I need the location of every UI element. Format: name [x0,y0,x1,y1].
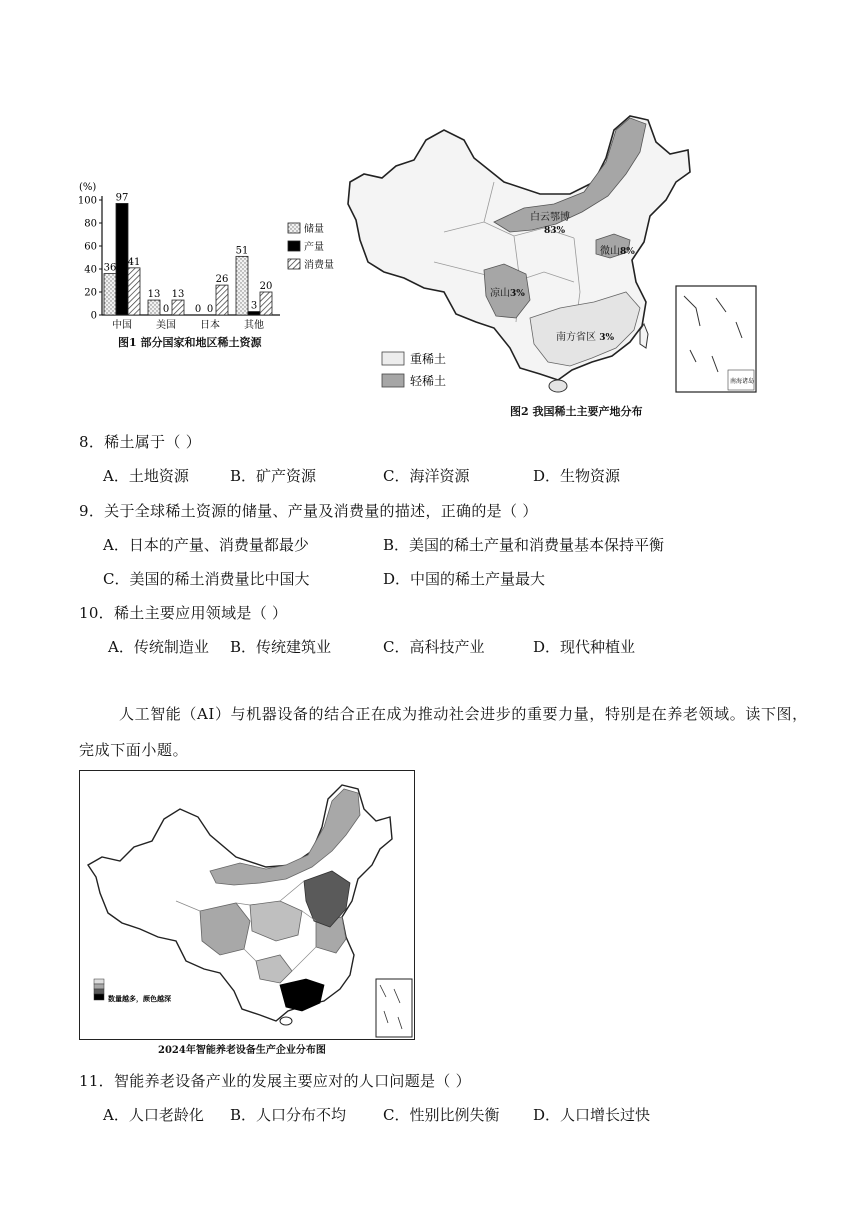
q9-option-a[interactable]: A．日本的产量、消费量都最少 [103,536,309,554]
bar-消费量 [172,300,184,315]
legend-heavy-label: 重稀土 [410,352,447,366]
fig1-y-unit: (%) [79,182,97,193]
fig3-map [79,770,415,1040]
label-baiyunebo-pct: 83% [544,226,566,236]
y-tick-label: 100 [77,195,97,207]
legend-light-label: 轻稀土 [410,374,447,388]
passage-line-2: 完成下面小题。 [79,741,189,759]
q9-option-d[interactable]: D．中国的稀土产量最大 [383,570,546,588]
q11-option-c[interactable]: C．性别比例失衡 [383,1106,500,1124]
y-tick-label: 0 [90,310,97,322]
bar-消费量 [216,285,228,315]
y-tick-label: 20 [84,287,97,299]
bar-产量 [248,312,260,315]
legend-label: 消费量 [304,260,334,271]
legend-swatch [288,259,300,269]
category-label: 其他 [244,320,264,331]
legend-label: 储量 [304,224,324,235]
q9-stem: 9．关于全球稀土资源的储量、产量及消费量的描述，正确的是（ ） [79,502,538,520]
y-tick-label: 80 [84,218,97,230]
q11-stem: 11．智能养老设备产业的发展主要应对的人口问题是（ ） [79,1072,471,1090]
bar-value-label: 3 [250,300,258,312]
y-tick-label: 40 [84,264,97,276]
bar-value-label: 20 [259,281,273,292]
fig3-caption: 2024年智能养老设备生产企业分布图 [158,1045,326,1056]
passage-line-1: 人工智能（AI）与机器设备的结合正在成为推动社会进步的重要力量，特别是在养老领域。读下图， [119,705,808,723]
label-weishan: 微山8% [600,246,635,257]
q11-option-d[interactable]: D．人口增长过快 [533,1106,651,1124]
category-label: 中国 [112,320,132,331]
bar-产量 [116,203,128,315]
fig1-legend [288,222,334,271]
label-liangshan: 凉山3% [490,288,525,299]
q8-option-a[interactable]: A．土地资源 [103,467,189,485]
fig1-bar-chart [74,176,354,351]
china-outline [348,116,690,380]
bar-value-label: 0 [162,304,170,315]
q8-option-c[interactable]: C．海洋资源 [383,467,470,485]
bar-value-label: 51 [235,245,249,257]
legend-swatch [288,223,300,233]
bar-value-label: 41 [127,256,141,268]
q10-option-a[interactable]: A．传统制造业 [108,638,209,656]
q10-option-b[interactable]: B．传统建筑业 [230,638,332,656]
bar-value-label: 26 [215,274,229,286]
q10-option-c[interactable]: C．高科技产业 [383,638,485,656]
legend-heavy-swatch [382,352,404,365]
bar-储量 [236,256,248,315]
legend-label: 产量 [304,242,324,253]
label-baiyunebo: 白云鄂博 [530,212,570,223]
fig1-caption: 图1 部分国家和地区稀土资源 [118,336,262,349]
q8-stem: 8．稀土属于（ ） [79,433,202,451]
q11-option-a[interactable]: A．人口老龄化 [103,1106,204,1124]
y-tick-label: 60 [84,241,97,253]
category-label: 美国 [156,320,176,331]
bar-value-label: 13 [147,289,161,301]
fig1-bars [104,192,273,331]
bar-value-label: 0 [206,304,214,315]
bar-储量 [104,274,116,315]
bar-value-label: 13 [171,289,185,301]
bar-消费量 [128,268,140,315]
q8-option-d[interactable]: D．生物资源 [533,467,621,485]
category-label: 日本 [200,320,220,331]
q8-option-b[interactable]: B．矿产资源 [230,467,317,485]
q9-option-b[interactable]: B．美国的稀土产量和消费量基本保持平衡 [383,536,665,554]
q11-option-b[interactable]: B．人口分布不均 [230,1106,347,1124]
inset-label: 南海诸岛 [730,378,755,385]
bar-value-label: 97 [115,192,129,204]
label-south: 南方省区 3% [556,332,615,343]
fig3-legend-text: 数量越多，颜色越深 [108,994,171,1003]
fig2-map [344,112,764,402]
bar-储量 [148,300,160,315]
legend-swatch [288,241,300,251]
bar-消费量 [260,292,272,315]
legend-light-swatch [382,374,404,387]
bar-value-label: 0 [194,304,202,315]
fig2-caption: 图2 我国稀土主要产地分布 [510,405,643,418]
q9-option-c[interactable]: C．美国的稀土消费量比中国大 [103,570,310,588]
bar-value-label: 36 [103,262,117,274]
q10-stem: 10．稀土主要应用领域是（ ） [79,604,288,622]
q10-option-d[interactable]: D．现代种植业 [533,638,636,656]
